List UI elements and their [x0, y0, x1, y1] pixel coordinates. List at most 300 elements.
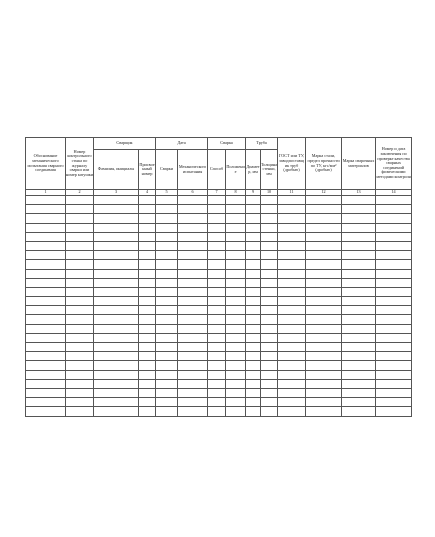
table-cell [94, 278, 139, 287]
table-cell [278, 370, 306, 379]
table-cell [156, 407, 178, 416]
column-number: 3 [94, 190, 139, 196]
table-cell [376, 297, 412, 306]
table-cell [278, 260, 306, 269]
table-cell [342, 251, 376, 260]
table-cell [306, 205, 342, 214]
table-cell [376, 251, 412, 260]
table-cell [246, 306, 261, 315]
table-cell [342, 269, 376, 278]
table-cell [261, 324, 278, 333]
header-gost-supplier: ГОСТ или ТУ, заводпоставщик труб (дробью) [278, 138, 306, 190]
table-cell [178, 306, 208, 315]
table-cell [156, 260, 178, 269]
table-cell [226, 388, 246, 397]
table-cell [156, 241, 178, 250]
table-cell [94, 205, 139, 214]
table-cell [261, 333, 278, 342]
table-cell [306, 232, 342, 241]
table-cell [178, 223, 208, 232]
header-pipe-group: Труба [246, 138, 278, 150]
table-cell [66, 370, 94, 379]
table-row [26, 379, 412, 388]
table-cell [261, 251, 278, 260]
table-cell [376, 379, 412, 388]
table-cell [156, 214, 178, 223]
table-cell [376, 223, 412, 232]
table-cell [376, 260, 412, 269]
table-cell [66, 223, 94, 232]
column-number: 5 [156, 190, 178, 196]
table-cell [94, 306, 139, 315]
table-cell [246, 205, 261, 214]
table-cell [226, 214, 246, 223]
table-cell [26, 388, 66, 397]
table-cell [178, 260, 208, 269]
table-row [26, 287, 412, 296]
table-cell [66, 269, 94, 278]
table-cell [278, 241, 306, 250]
table-cell [261, 214, 278, 223]
table-cell [306, 407, 342, 416]
table-cell [66, 232, 94, 241]
table-cell [94, 287, 139, 296]
table-cell [246, 251, 261, 260]
table-cell [278, 196, 306, 205]
table-cell [208, 315, 226, 324]
table-cell [246, 232, 261, 241]
table-cell [342, 407, 376, 416]
table-cell [278, 388, 306, 397]
table-cell [208, 379, 226, 388]
table-cell [26, 315, 66, 324]
table-cell [94, 379, 139, 388]
table-cell [139, 251, 156, 260]
table-cell [278, 398, 306, 407]
table-cell [278, 269, 306, 278]
table-cell [261, 361, 278, 370]
table-cell [26, 352, 66, 361]
table-cell [376, 214, 412, 223]
table-cell [376, 407, 412, 416]
table-cell [66, 260, 94, 269]
table-cell [306, 324, 342, 333]
table-cell [26, 287, 66, 296]
table-cell [376, 315, 412, 324]
table-cell [246, 398, 261, 407]
table-row [26, 297, 412, 306]
table-cell [139, 370, 156, 379]
column-number: 4 [139, 190, 156, 196]
table-cell [156, 398, 178, 407]
table-cell [306, 333, 342, 342]
table-cell [246, 297, 261, 306]
table-cell [208, 370, 226, 379]
table-cell [342, 297, 376, 306]
table-cell [156, 370, 178, 379]
table-cell [226, 343, 246, 352]
table-cell [376, 287, 412, 296]
header-welding-group: Сварка [208, 138, 246, 150]
table-row [26, 260, 412, 269]
table-cell [139, 333, 156, 342]
table-cell [94, 324, 139, 333]
table-cell [66, 333, 94, 342]
table-cell [208, 407, 226, 416]
table-cell [226, 398, 246, 407]
table-cell [208, 214, 226, 223]
table-cell [306, 370, 342, 379]
table-cell [342, 343, 376, 352]
table-cell [278, 407, 306, 416]
table-cell [261, 196, 278, 205]
header-inspection-conclusion: Номер и дата заключения по проверке качества сварных соединений физическими методами контроля [376, 138, 412, 190]
table-cell [246, 343, 261, 352]
table-cell [156, 223, 178, 232]
header-date-group: Дата [156, 138, 208, 150]
mechanical-test-journal-table [25, 137, 412, 417]
table-cell [261, 223, 278, 232]
table-cell [226, 297, 246, 306]
table-cell [376, 324, 412, 333]
table-cell [278, 232, 306, 241]
header-date-test: Механического испытания [178, 150, 208, 190]
table-cell [66, 388, 94, 397]
table-cell [208, 223, 226, 232]
table-cell [261, 352, 278, 361]
table-row [26, 398, 412, 407]
table-row [26, 205, 412, 214]
header-pipe-diameter: Диаметр, мм [246, 150, 261, 190]
table-cell [26, 370, 66, 379]
table-cell [178, 315, 208, 324]
table-cell [156, 343, 178, 352]
table-cell [26, 260, 66, 269]
table-cell [226, 196, 246, 205]
table-cell [139, 407, 156, 416]
table-cell [139, 260, 156, 269]
table-cell [178, 343, 208, 352]
table-cell [156, 324, 178, 333]
table-cell [278, 315, 306, 324]
table-cell [178, 232, 208, 241]
table-cell [66, 315, 94, 324]
table-cell [139, 361, 156, 370]
table-cell [66, 297, 94, 306]
column-number: 1 [26, 190, 66, 196]
table-row [26, 214, 412, 223]
table-cell [66, 241, 94, 250]
header-test-basis: Обоснование механического испытания сварного соединения [26, 138, 66, 190]
table-cell [376, 232, 412, 241]
header-row-top [26, 138, 412, 150]
table-cell [156, 361, 178, 370]
table-cell [342, 196, 376, 205]
table-cell [226, 352, 246, 361]
table-cell [342, 223, 376, 232]
table-cell [226, 260, 246, 269]
table-cell [178, 297, 208, 306]
table-cell [208, 278, 226, 287]
table-cell [208, 251, 226, 260]
table-cell [66, 407, 94, 416]
table-cell [26, 306, 66, 315]
table-cell [139, 269, 156, 278]
table-cell [94, 398, 139, 407]
table-cell [246, 333, 261, 342]
table-cell [342, 398, 376, 407]
table-cell [342, 370, 376, 379]
table-cell [376, 278, 412, 287]
table-cell [139, 241, 156, 250]
table-cell [226, 333, 246, 342]
table-cell [342, 241, 376, 250]
table-cell [156, 379, 178, 388]
table-cell [342, 260, 376, 269]
table-cell [376, 352, 412, 361]
table-cell [178, 333, 208, 342]
table-cell [156, 278, 178, 287]
table-cell [246, 324, 261, 333]
table-cell [261, 278, 278, 287]
table-cell [261, 306, 278, 315]
table-cell [139, 196, 156, 205]
table-cell [178, 287, 208, 296]
table-cell [278, 223, 306, 232]
table-cell [26, 223, 66, 232]
table-cell [139, 297, 156, 306]
table-cell [26, 241, 66, 250]
table-cell [306, 260, 342, 269]
table-cell [261, 269, 278, 278]
table-row [26, 324, 412, 333]
table-cell [376, 269, 412, 278]
header-welder-group: Сварщик [94, 138, 156, 150]
table-cell [66, 398, 94, 407]
table-cell [139, 278, 156, 287]
column-number: 14 [376, 190, 412, 196]
table-cell [278, 297, 306, 306]
table-cell [278, 251, 306, 260]
table-cell [139, 343, 156, 352]
table-cell [139, 232, 156, 241]
table-cell [376, 241, 412, 250]
table-cell [306, 343, 342, 352]
table-cell [26, 251, 66, 260]
table-cell [306, 398, 342, 407]
column-number: 12 [306, 190, 342, 196]
table-cell [306, 379, 342, 388]
table-cell [376, 333, 412, 342]
table-cell [178, 379, 208, 388]
table-cell [246, 278, 261, 287]
table-cell [178, 388, 208, 397]
table-row [26, 232, 412, 241]
table-cell [94, 343, 139, 352]
table-cell [178, 241, 208, 250]
table-cell [342, 352, 376, 361]
table-cell [26, 278, 66, 287]
table-cell [178, 370, 208, 379]
table-row [26, 361, 412, 370]
table-cell [178, 324, 208, 333]
table-cell [156, 297, 178, 306]
table-cell [156, 352, 178, 361]
table-cell [26, 232, 66, 241]
table-cell [246, 241, 261, 250]
table-cell [139, 398, 156, 407]
table-cell [26, 196, 66, 205]
table-cell [156, 269, 178, 278]
table-cell [246, 361, 261, 370]
table-cell [226, 278, 246, 287]
table-cell [94, 370, 139, 379]
table-cell [178, 407, 208, 416]
table-cell [306, 297, 342, 306]
table-cell [306, 269, 342, 278]
header-welding-materials: Марка сварочных материалов [342, 138, 376, 190]
table-cell [306, 196, 342, 205]
table-cell [66, 214, 94, 223]
table-cell [139, 315, 156, 324]
table-cell [246, 352, 261, 361]
table-cell [94, 251, 139, 260]
table-cell [261, 232, 278, 241]
header-pipe-wall: Толщина стенки, мм [261, 150, 278, 190]
table-row [26, 278, 412, 287]
table-cell [342, 214, 376, 223]
table-cell [178, 251, 208, 260]
table-cell [278, 324, 306, 333]
table-cell [156, 388, 178, 397]
table-cell [342, 324, 376, 333]
table-cell [226, 287, 246, 296]
table-cell [94, 223, 139, 232]
table-row [26, 407, 412, 416]
table-cell [208, 241, 226, 250]
table-cell [208, 260, 226, 269]
table-cell [178, 214, 208, 223]
table-row [26, 352, 412, 361]
table-cell [26, 333, 66, 342]
table-cell [26, 343, 66, 352]
table-cell [261, 297, 278, 306]
table-cell [306, 287, 342, 296]
table-cell [26, 214, 66, 223]
header-date-weld: Сварки [156, 150, 178, 190]
table-cell [278, 278, 306, 287]
table-cell [306, 352, 342, 361]
table-cell [139, 287, 156, 296]
table-cell [306, 361, 342, 370]
table-cell [261, 205, 278, 214]
table-cell [94, 196, 139, 205]
table-cell [66, 379, 94, 388]
table-row [26, 196, 412, 205]
header-weld-method: Способ [208, 150, 226, 190]
table-cell [156, 251, 178, 260]
column-number: 8 [226, 190, 246, 196]
table-cell [94, 352, 139, 361]
table-row [26, 388, 412, 397]
table-cell [261, 388, 278, 397]
table-cell [208, 343, 226, 352]
table-cell [178, 196, 208, 205]
table-cell [94, 333, 139, 342]
table-cell [306, 223, 342, 232]
table-cell [139, 205, 156, 214]
table-cell [156, 333, 178, 342]
table-cell [278, 361, 306, 370]
table-cell [261, 287, 278, 296]
column-number: 2 [66, 190, 94, 196]
column-number: 11 [278, 190, 306, 196]
table-cell [66, 343, 94, 352]
table-cell [139, 388, 156, 397]
table-cell [208, 361, 226, 370]
table-cell [376, 343, 412, 352]
table-cell [226, 407, 246, 416]
table-cell [226, 315, 246, 324]
table-cell [208, 333, 226, 342]
table-cell [139, 379, 156, 388]
table-cell [66, 278, 94, 287]
table-cell [208, 398, 226, 407]
table-cell [246, 260, 261, 269]
table-cell [94, 260, 139, 269]
header-welder-mark: Присвоенный номер [139, 150, 156, 190]
journal-body [26, 196, 412, 417]
table-cell [226, 232, 246, 241]
column-number: 13 [342, 190, 376, 196]
table-cell [261, 315, 278, 324]
table-cell [178, 398, 208, 407]
table-cell [26, 407, 66, 416]
column-number: 6 [178, 190, 208, 196]
column-number: 9 [246, 190, 261, 196]
table-cell [178, 352, 208, 361]
table-cell [26, 324, 66, 333]
table-cell [342, 388, 376, 397]
table-cell [278, 306, 306, 315]
table-cell [208, 269, 226, 278]
table-cell [376, 196, 412, 205]
table-row [26, 269, 412, 278]
header-welder-name: Фамилия, инициалы [94, 150, 139, 190]
table-cell [306, 388, 342, 397]
table-cell [246, 370, 261, 379]
table-row [26, 343, 412, 352]
table-cell [208, 287, 226, 296]
table-cell [156, 306, 178, 315]
table-row [26, 306, 412, 315]
table-cell [306, 278, 342, 287]
table-cell [246, 214, 261, 223]
table-cell [226, 241, 246, 250]
table-cell [261, 370, 278, 379]
table-cell [246, 315, 261, 324]
table-cell [26, 398, 66, 407]
table-cell [156, 315, 178, 324]
table-cell [226, 370, 246, 379]
table-cell [208, 324, 226, 333]
table-cell [208, 352, 226, 361]
table-cell [156, 287, 178, 296]
table-cell [226, 306, 246, 315]
table-cell [246, 379, 261, 388]
table-cell [94, 232, 139, 241]
table-cell [226, 223, 246, 232]
